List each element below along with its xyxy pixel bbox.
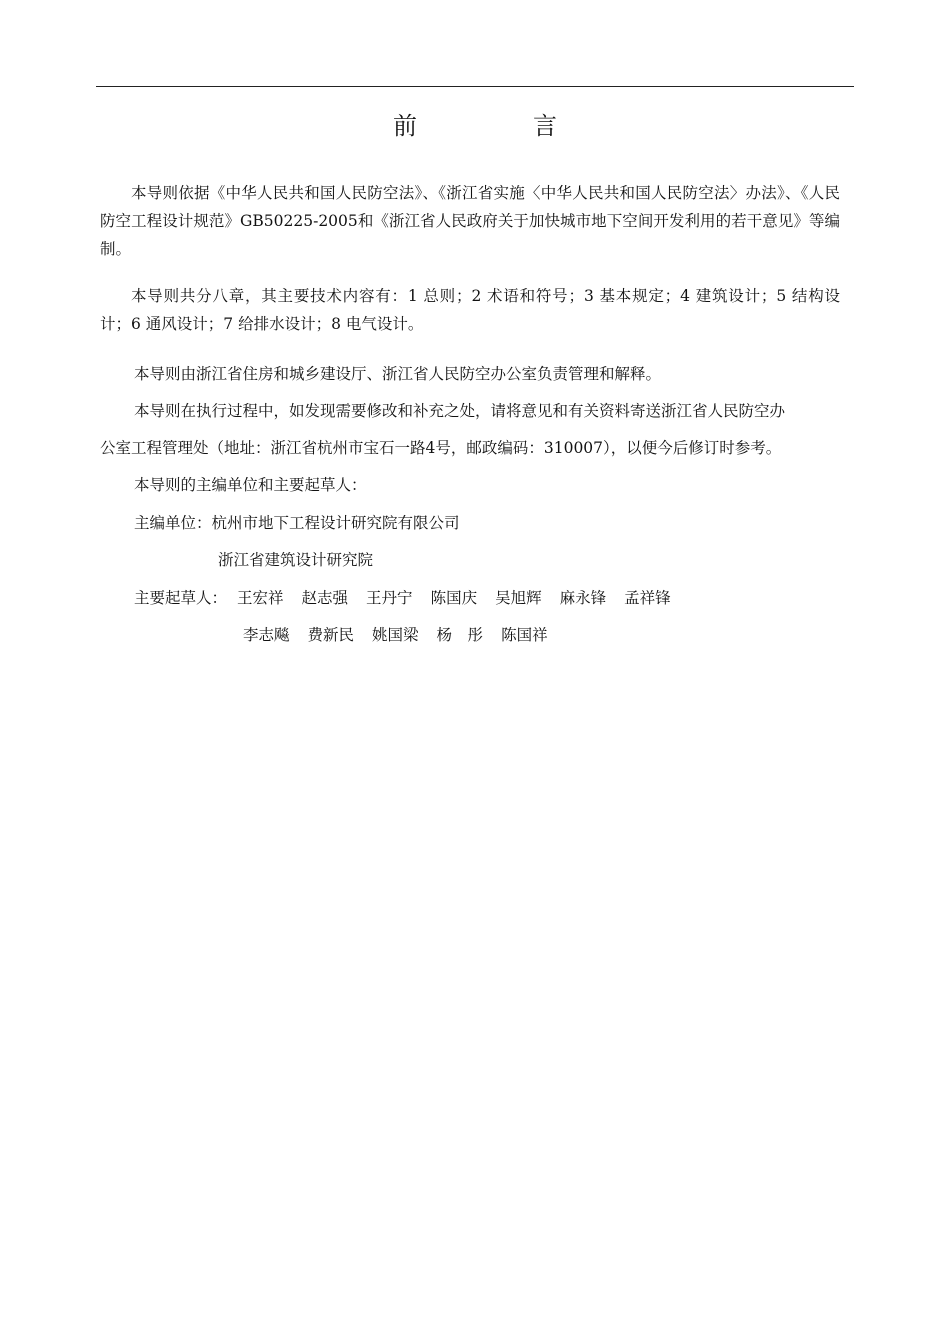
drafter-name: 陈国祥: [501, 626, 548, 644]
drafter-name: 赵志强: [301, 589, 349, 607]
chief-editor-unit: 主编单位：杭州市地下工程设计研究院有限公司: [134, 514, 460, 532]
paragraph-feedback-line1: 本导则在执行过程中，如发现需要修改和补充之处，请将意见和有关资料寄送浙江省人民防空办: [134, 402, 786, 420]
paragraph-feedback-line2: 公室工程管理处（地址：浙江省杭州市宝石一路4号，邮政编码：310007），以便今后修订时参考。: [100, 439, 782, 457]
drafter-name: 麻永锋: [559, 589, 607, 607]
drafters-row-2: [243, 624, 566, 646]
header-rule: [96, 86, 854, 87]
drafter-name: 王宏祥: [237, 589, 284, 607]
paragraph-management: 本导则由浙江省住房和城乡建设厅、浙江省人民防空办公室负责管理和解释。: [134, 365, 662, 383]
drafter-name: 吴旭辉: [495, 589, 542, 607]
drafter-name: 费新民: [307, 626, 355, 644]
second-editor-unit: 浙江省建筑设计研究院: [218, 551, 374, 569]
page-title: 前 言: [393, 112, 603, 140]
paragraph-chapters: 本导则共分八章，其主要技术内容有：1 总则；2 术语和符号；3 基本规定；4 建筑设计；5 结构设计；6 通风设计；7 给排水设计；8 电气设计。: [100, 287, 840, 333]
drafter-name: 王丹宁: [366, 589, 413, 607]
drafters-row-1: [134, 587, 689, 609]
paragraph-basis: 本导则依据《中华人民共和国人民防空法》、《浙江省实施〈中华人民共和国人民防空法〉办法》、《人民防空工程设计规范》GB50225-2005和《浙江省人民政府关于加快城市地下空间开发利用的若干意见》等编制。: [100, 184, 840, 258]
drafter-name: 姚国梁: [372, 626, 419, 644]
paragraph-authors-intro: 本导则的主编单位和主要起草人：: [134, 476, 367, 494]
drafter-name: 杨 彤: [436, 626, 484, 644]
drafter-name: 孟祥锋: [624, 589, 671, 607]
drafter-name: 李志飚: [243, 626, 290, 644]
drafters-label: 主要起草人：: [134, 589, 228, 607]
drafter-name: 陈国庆: [430, 589, 478, 607]
